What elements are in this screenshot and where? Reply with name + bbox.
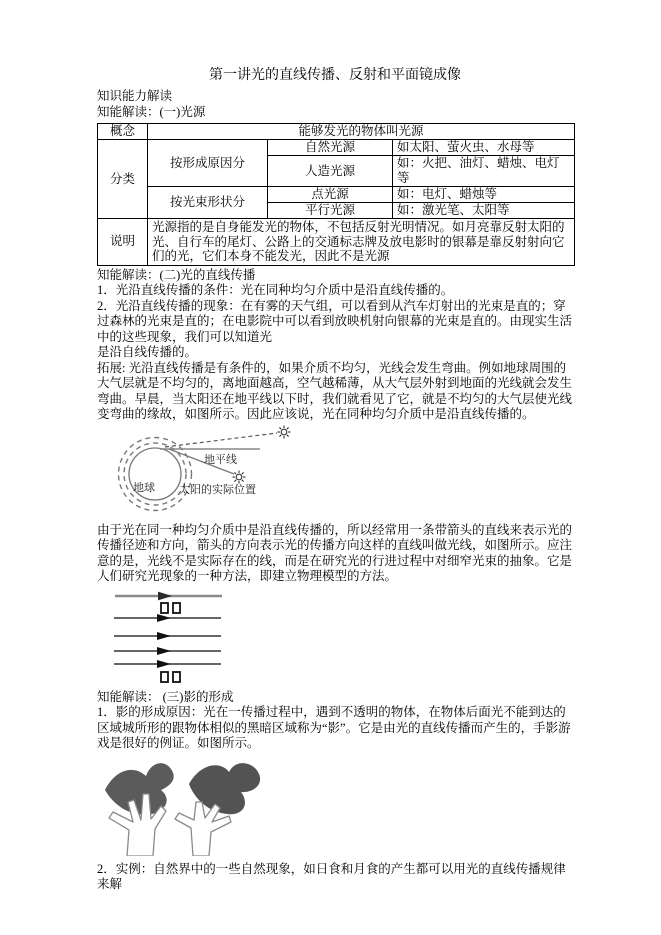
apparent-sun-icon	[278, 425, 291, 438]
light-ray-arrow	[114, 614, 221, 622]
apparent-ray-dashed	[165, 433, 277, 447]
group-cell: 按光束形状分	[148, 187, 268, 219]
class-label-cell: 分类	[98, 140, 148, 219]
light-rays-diagram	[113, 588, 233, 686]
section3-heading: 知能解读： (三)影的形成	[97, 689, 234, 704]
light-ray-arrow	[114, 632, 221, 640]
type-cell: 平行光源	[268, 203, 393, 219]
missing-glyph-boxes-top	[161, 603, 180, 613]
earth-label: 地球	[133, 481, 155, 494]
light-source-table	[97, 123, 575, 266]
actual-sun-icon	[233, 470, 246, 483]
type-cell: 人造光源	[268, 156, 393, 187]
section3-paragraph-1: 1．影的形成原因：光在一传播过程中，遇到不透明的物体，在物体后面光不能到达的区域城所形的跟物体相似的黑暗区域称为“影”。它是由光的直线传播而产生的，手影游戏是很好的例证。如图所示。	[97, 705, 571, 751]
example-cell: 如：火把、油灯、蜡烛、电灯等	[393, 156, 575, 187]
section2-paragraph-2-cont: 是沿自线传播的。	[97, 345, 198, 360]
light-ray-arrow	[114, 647, 221, 655]
section2-paragraph-1: 1．光沿直线传播的条件：光在同种均匀介质中是沿直线传播的。	[97, 283, 454, 298]
note-value-cell: 光源指的是自身能发光的物体，不包括反射光明情况。如月亮靠反射太阳的光、自行车的尾灯、公路上的交通标志牌及放电影时的银幕是靠反射射向它们的光，它们本身不能发光，因此不是光源	[148, 219, 575, 266]
section3-paragraph-2: 2．实例：自然界中的一些自然现象，如日食和月食的产生都可以用光的直线传播规律来解	[97, 861, 566, 892]
concept-label-cell: 概念	[98, 124, 148, 140]
knowledge-heading: 知识能力解读	[97, 89, 173, 103]
section2-paragraph-2: 2．光沿直线传播的现象：在有雾的天气组，可以看到从汽车灯射出的光束是直的；穿过森林的光束是直的；在电影院中可以看到放映机射向银幕的光束是直的。由现实生活中的这些现象，我们可以知道光	[97, 298, 573, 344]
section2-paragraph-4: 由于光在同一种均匀介质中是沿直线传播的，所以经常用一条带箭头的直线来表示光的传播径迹和方向，箭头的方向表示光的传播方向这样的直线叫做光线，如图所示。应注意的是，光线不是实际存在的线，而是在研究光的行进过程中对细窄光束的抽象。它是人们研究光现象的一种方法，即建立物理模型的方法。	[97, 522, 573, 584]
table-row	[98, 124, 575, 140]
table-row	[98, 187, 575, 203]
missing-glyph-boxes-bottom	[161, 672, 180, 682]
light-ray-arrow	[114, 660, 221, 668]
table-row	[98, 219, 575, 266]
section1-heading: 知能解读：(一)光源	[97, 104, 206, 119]
bird-shadow-left	[105, 763, 174, 815]
sun-actual-label: 太阳的实际位置	[179, 483, 256, 496]
section2-heading: 知能解读：(二)光的直线传播	[97, 267, 256, 282]
note-label-cell: 说明	[98, 219, 148, 266]
group-cell: 按形成原因分	[148, 140, 268, 187]
doc-title: 第一讲光的直线传播、反射和平面镜成像	[209, 68, 461, 83]
type-cell: 自然光源	[268, 140, 393, 156]
concept-value-cell: 能够发光的物体叫光源	[148, 124, 575, 140]
hand-shadow-figure	[97, 756, 282, 856]
example-cell: 如：激光笔、太阳等	[393, 203, 575, 219]
horizon-label: 地平线	[204, 453, 237, 466]
table-row	[98, 140, 575, 156]
type-cell: 点光源	[268, 187, 393, 203]
light-ray-arrow	[115, 591, 222, 600]
example-cell: 如太阳、萤火虫、水母等	[393, 140, 575, 156]
section2-paragraph-3: 拓展: 光沿直线传播是有条件的，如果介质不均匀，光线会发生弯曲。例如地球周围的大气层就是不均匀的，离地面越高，空气越稀薄，从大气层外射到地面的光线就会发生弯曲。早晨，当太阳还在地平线以下时，我们就看见了它，就是不均匀的大气层使光线变弯曲的缘故，如图所示。因此应该说，光在同种均匀介质中是沿直线传播的。	[97, 360, 573, 422]
earth-refraction-diagram	[103, 425, 338, 521]
example-cell: 如：电灯、蜡烛等	[393, 187, 575, 203]
